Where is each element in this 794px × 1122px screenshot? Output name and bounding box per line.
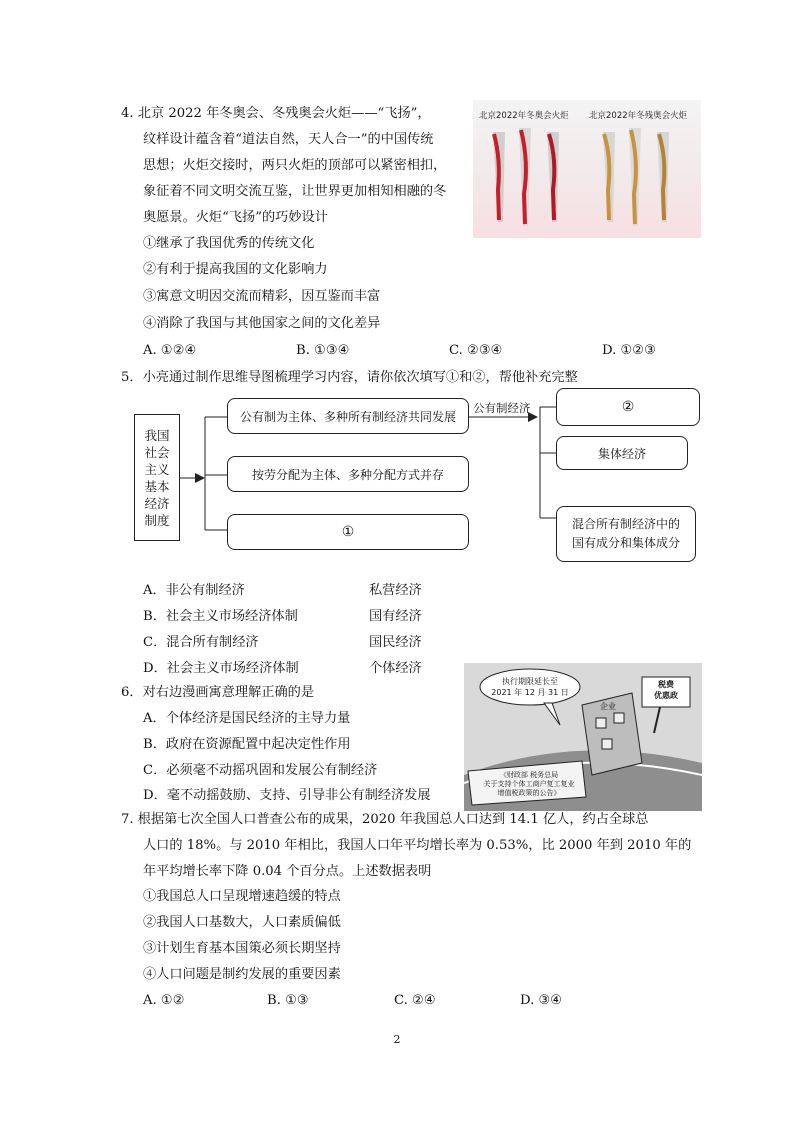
right-3-line: 混合所有制经济中的 — [571, 517, 680, 531]
q7-option-c[interactable]: C. ②④ — [394, 993, 436, 1008]
q7-option-a[interactable]: A. ①② — [143, 993, 185, 1008]
mindmap-right-2: 集体经济 — [556, 436, 688, 470]
q7-item-3: ③计划生育基本国策必须长期坚持 — [143, 941, 341, 956]
q4-stem-line-3: 思想；火炬交接时，两只火炬的顶部可以紧密相扣， — [143, 158, 447, 173]
right-3-line: 国有成分和集体成分 — [571, 536, 680, 550]
torch-image — [473, 100, 701, 238]
q4-stem-line-5: 奥愿景。火炬“飞扬”的巧妙设计 — [143, 210, 328, 225]
q5-option-b[interactable]: B．社会主义市场经济体制 — [143, 609, 298, 624]
q7-stem-line-1: 7. 根据第七次全国人口普查公布的成果，2020 年我国总人口达到 14.1 亿人，约占全球总 — [121, 812, 649, 827]
banner-line: 增值税政策的公告》 — [497, 789, 561, 797]
q5-option-b-value: 国有经济 — [369, 609, 422, 624]
q6-stem: 6．对右边漫画寓意理解正确的是 — [121, 685, 315, 700]
q4-option-a[interactable]: A. ①②④ — [143, 343, 197, 358]
q4-stem-line-1: 4. 北京 2022 年冬奥会、冬残奥会火炬——“飞扬”， — [121, 106, 431, 121]
q4-item-3: ③寓意文明因交流而精彩，因互鉴而丰富 — [143, 289, 381, 304]
bubble-line: 2021 年 12 月 31 日 — [491, 688, 569, 697]
q4-stem-line-2: 纹样设计蕴含着“道法自然，天人合一”的中国传统 — [143, 132, 434, 147]
sign-line: 优惠政 — [654, 691, 678, 700]
root-char: 我国 — [144, 427, 170, 443]
q5-option-a[interactable]: A．非公有制经济 — [143, 583, 245, 598]
sign-line: 税费 — [658, 680, 674, 689]
bubble-line: 执行期限延长至 — [502, 677, 558, 686]
q7-item-4: ④人口问题是制约发展的重要因素 — [143, 967, 341, 982]
q6-option-b[interactable]: B．政府在资源配置中起决定性作用 — [143, 737, 351, 752]
q4-option-b[interactable]: B. ①③④ — [296, 343, 350, 358]
q5-option-a-value: 私营经济 — [369, 583, 422, 598]
q4-stem-line-4: 象征着不同文明交流互鉴，让世界更加相知相融的冬 — [143, 184, 447, 199]
root-char: 社会 — [144, 444, 170, 460]
q4-option-d[interactable]: D. ①②③ — [602, 343, 656, 358]
q7-item-1: ①我国总人口呈现增速趋缓的特点 — [143, 889, 341, 904]
page-number: 2 — [393, 1033, 401, 1046]
q5-option-c-value: 国民经济 — [369, 635, 422, 650]
q4-item-1: ①继承了我国优秀的传统文化 — [143, 236, 315, 251]
banner-line: 关于支持个体工商户复工复业 — [483, 780, 575, 788]
root-char: 制度 — [144, 512, 170, 528]
mindmap-branch-3-blank: ① — [227, 514, 469, 550]
q7-stem-line-3: 年平均增长率下降 0.04 个百分点。上述数据表明 — [143, 864, 432, 879]
cartoon-banner — [474, 771, 584, 798]
root-char: 主义 — [144, 461, 170, 477]
mindmap-branch-2: 按劳分配为主体、多种分配方式并存 — [227, 456, 469, 492]
q4-item-2: ②有利于提高我国的文化影响力 — [143, 262, 328, 277]
mindmap-branch-1: 公有制为主体、多种所有制经济共同发展 — [227, 398, 469, 434]
root-char: 基本 — [144, 478, 170, 494]
q6-option-a[interactable]: A．个体经济是国民经济的主导力量 — [143, 711, 351, 726]
cartoon-image — [464, 663, 702, 811]
q5-stem: 5．小亮通过制作思维导图梳理学习内容，请你依次填写①和②，帮他补充完整 — [121, 370, 578, 385]
q7-option-d[interactable]: D. ③④ — [520, 993, 563, 1008]
winter-olympic-torches — [493, 128, 559, 226]
q7-stem-line-2: 人口的 18%。与 2010 年相比，我国人口年平均增长率为 0.53%，比 2000 年到 2010 年的 — [143, 838, 692, 853]
q4-option-c[interactable]: C. ②③④ — [449, 343, 503, 358]
q7-option-b[interactable]: B. ①③ — [267, 993, 309, 1008]
cartoon-bubble — [482, 676, 578, 698]
mindmap-right-1-blank: ② — [556, 388, 700, 426]
q4-item-4: ④消除了我国与其他国家之间的文化差异 — [143, 316, 381, 331]
mindmap-right-3 — [556, 506, 696, 562]
cartoon-sign — [644, 679, 688, 701]
q6-option-d[interactable]: D．毫不动摇鼓励、支持、引导非公有制经济发展 — [143, 788, 431, 803]
root-char: 经济 — [144, 495, 170, 511]
mindmap-arrow-label: 公有制经济 — [473, 401, 531, 415]
q6-option-c[interactable]: C．必须毫不动摇巩固和发展公有制经济 — [143, 763, 378, 778]
cartoon-building-label: 企业 — [600, 702, 616, 711]
banner-line: 《财政部 税务总局 — [499, 771, 559, 779]
q7-item-2: ②我国人口基数大，人口素质偏低 — [143, 915, 341, 930]
q5-option-d-value: 个体经济 — [369, 661, 422, 676]
torch-illustration — [473, 100, 701, 238]
q5-option-c[interactable]: C．混合所有制经济 — [143, 635, 259, 650]
paralympic-torches — [603, 128, 669, 226]
torch-label-right: 北京2022年冬残奥会火炬 — [589, 111, 688, 121]
mindmap-root — [134, 414, 180, 541]
q5-option-d[interactable]: D．社会主义市场经济体制 — [143, 661, 299, 676]
torch-label-left: 北京2022年冬奥会火炬 — [479, 111, 569, 121]
